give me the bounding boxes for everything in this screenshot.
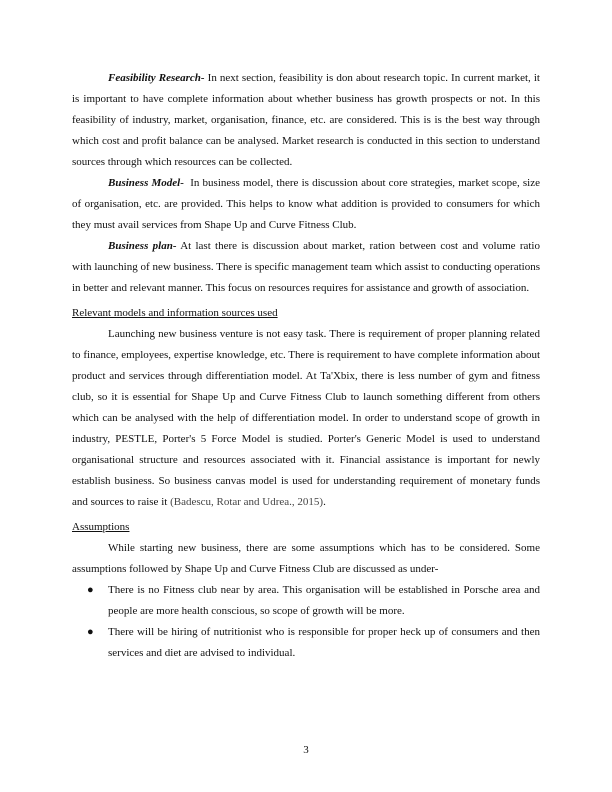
models-heading: Relevant models and information sources used — [72, 307, 278, 319]
page-number: 3 — [303, 744, 309, 756]
list-item — [72, 622, 540, 664]
assumptions-heading: Assumptions — [72, 521, 130, 533]
feasibility-paragraph — [72, 68, 540, 173]
business-plan-text: At last there is discussion about market, ration between cost and volume ratio with launching of new business. There is specific management team which assist to conducting operations in better and relevant manner. This focus on resources requires for assistance and growth of association. — [72, 240, 540, 294]
document-page — [72, 68, 543, 664]
models-body: Launching new business venture is not easy task. There is requirement of proper planning related to finance, employees, expertise knowledge, etc. There is requirement to have complete information about product and services through differentiation model. At Ta'Xbix, there is less number of gym and fitness club, so it is essential for Shape Up and Curve Fitness Club to launch something different from others which can be analysed with the help of differentiation model. In order to understand scope of growth in industry, PESTLE, Porter's 5 Force Model is studied. Porter's Generic Model is used to understand organisational structure and resources associated with it. Financial assistance is important for newly establish business. So business canvas model is used for understanding requirement of monetary funds and sources to raise it — [72, 328, 540, 508]
assumptions-list — [72, 580, 540, 664]
bullet-icon: ● — [87, 584, 94, 596]
models-end: . — [323, 496, 326, 508]
feasibility-lead: Feasibility Research- — [108, 72, 205, 84]
business-plan-paragraph — [72, 236, 540, 299]
assumptions-paragraph: While starting new business, there are some assumptions which has to be considered. Some assumptions followed by Shape Up and Curve Fitness Club are discussed as under- — [72, 542, 540, 575]
business-plan-lead: Business plan- — [108, 240, 177, 252]
list-item-text: There is no Fitness club near by area. This organisation will be established in Porsche area and people are more health conscious, so scope of growth will be more. — [108, 584, 540, 617]
list-item-text: There will be hiring of nutritionist who is responsible for proper heck up of consumers and then services and diet are advised to individual. — [108, 626, 540, 659]
business-model-paragraph — [72, 173, 543, 236]
list-item — [72, 580, 540, 622]
feasibility-text: In next section, feasibility is don about research topic. In current market, it is important to have complete information about whether business has growth prospects or not. In this feasibility of industry, market, organisation, finance, etc. are considered. This is is the best way through which cost and profit balance can be analysed. Market research is conducted in this section to understand sources through which resources can be collected. — [72, 72, 540, 168]
business-model-text: In business model, there is discussion about core strategies, market scope, size of organisation, etc. are provided. This helps to know what addition is provided to consumers for which they must avail services from Shape Up and Curve Fitness Club. — [72, 177, 543, 231]
models-paragraph — [72, 324, 540, 513]
business-model-lead: Business Model- — [108, 177, 184, 189]
models-citation: (Badescu, Rotar and Udrea., 2015) — [170, 496, 324, 508]
bullet-icon: ● — [87, 626, 94, 638]
